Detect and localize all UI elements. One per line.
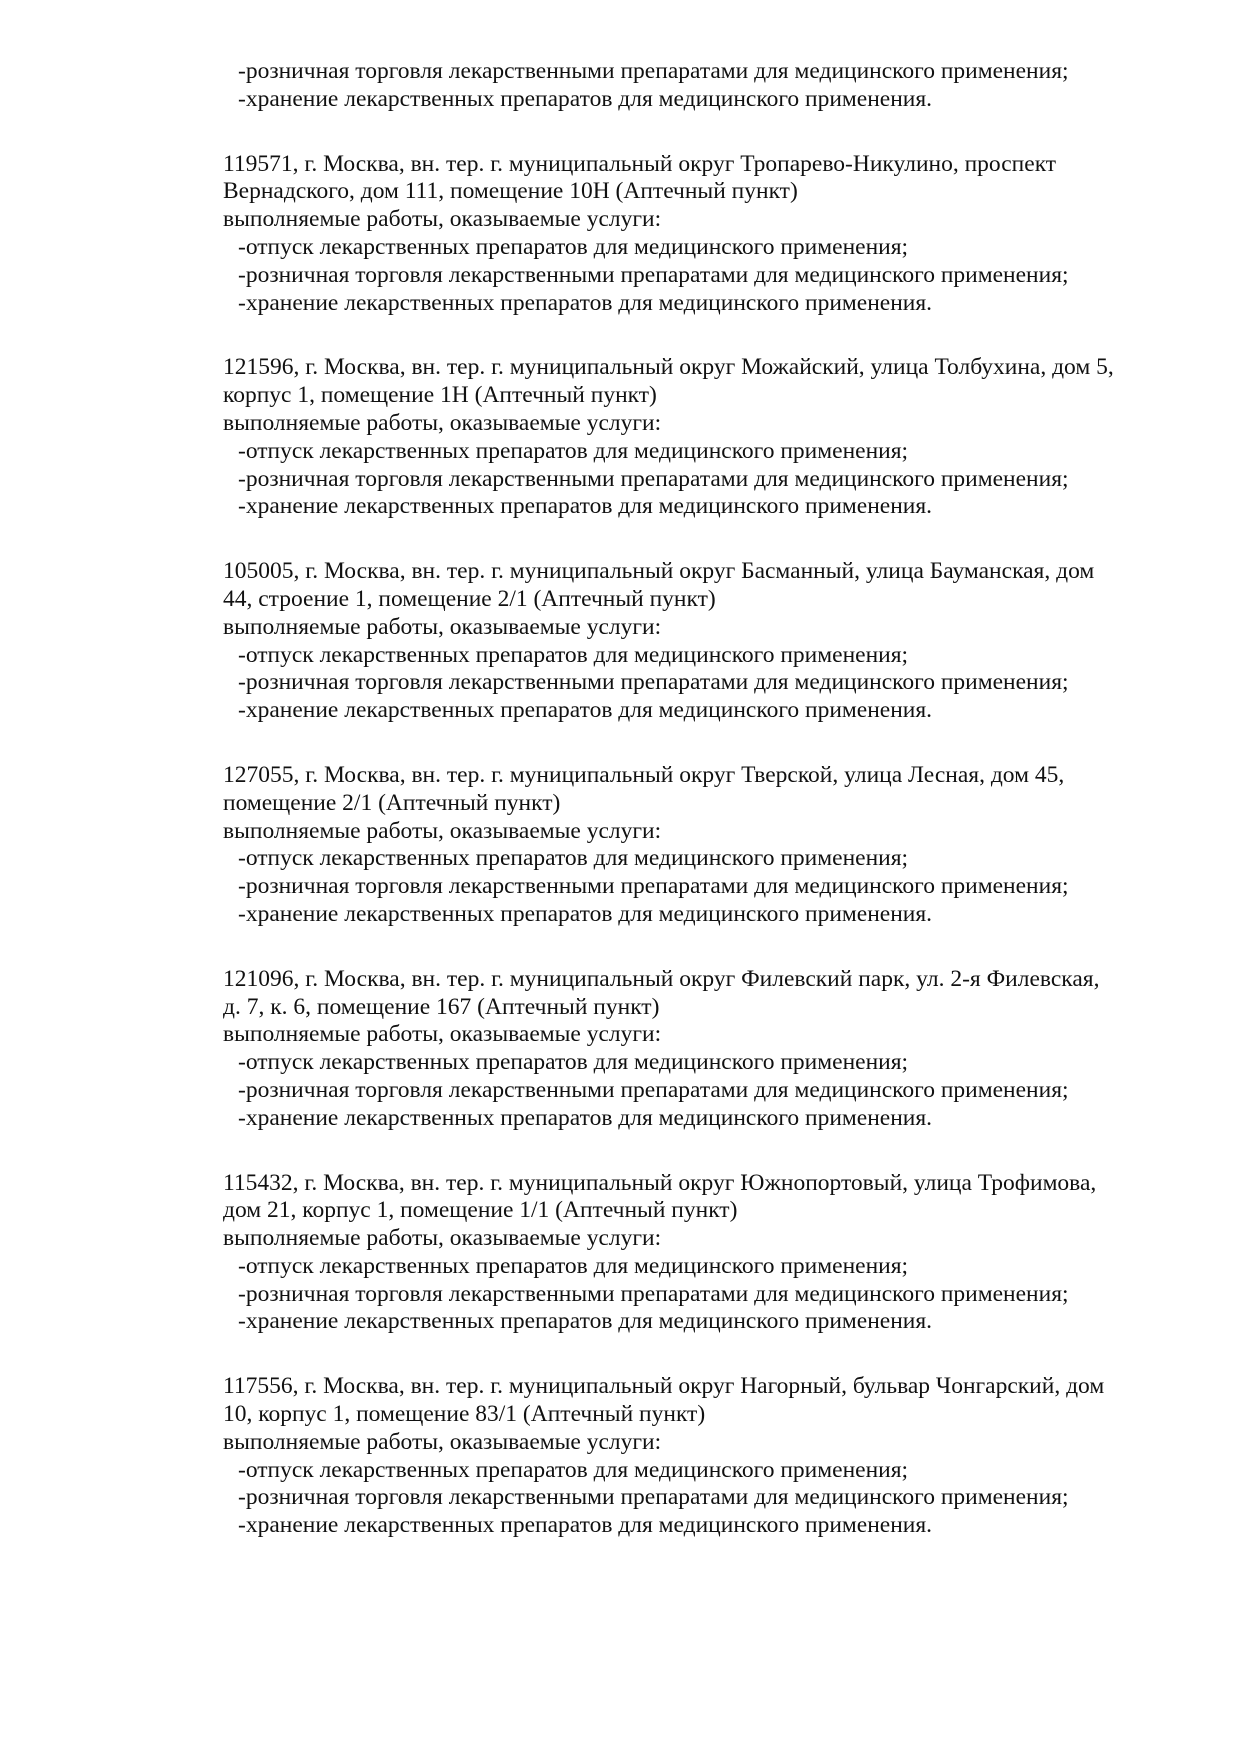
address-line: помещение 2/1 (Аптечный пункт) [223,789,561,816]
address-line: 119571, г. Москва, вн. тер. г. муниципальный округ Тропарево-Никулино, проспект [223,150,1057,177]
services-label: выполняемые работы, оказываемые услуги: [223,1428,662,1455]
service-item: -розничная торговля лекарственными препаратами для медицинского применения; [238,669,1069,696]
service-item: -отпуск лекарственных препаратов для медицинского применения; [238,845,909,872]
service-item: -розничная торговля лекарственными препаратами для медицинского применения; [238,261,1069,288]
address-line: 121096, г. Москва, вн. тер. г. муниципальный округ Филевский парк, ул. 2-я Филевская, [223,965,1100,992]
service-item: -отпуск лекарственных препаратов для медицинского применения; [238,437,909,464]
service-item: -розничная торговля лекарственными препаратами для медицинского применения; [238,873,1069,900]
service-item: -отпуск лекарственных препаратов для медицинского применения; [238,233,909,260]
service-item: -хранение лекарственных препаратов для медицинского применения. [238,85,933,112]
services-label: выполняемые работы, оказываемые услуги: [223,206,662,233]
services-label: выполняемые работы, оказываемые услуги: [223,613,662,640]
service-item: -хранение лекарственных препаратов для медицинского применения. [238,493,933,520]
service-item: -отпуск лекарственных препаратов для медицинского применения; [238,641,909,668]
address-line: 121596, г. Москва, вн. тер. г. муниципальный округ Можайский, улица Толбухина, дом 5, [223,354,1114,381]
pharmacy-entry [223,354,1213,521]
address-line: 115432, г. Москва, вн. тер. г. муниципальный округ Южнопортовый, улица Трофимова, [223,1169,1097,1196]
service-item: -хранение лекарственных препаратов для медицинского применения. [238,1512,933,1539]
address-line: Вернадского, дом 111, помещение 10Н (Аптечный пункт) [223,178,798,205]
service-item: -хранение лекарственных препаратов для медицинского применения. [238,697,933,724]
pharmacy-entry [223,1373,1213,1540]
address-line: корпус 1, помещение 1Н (Аптечный пункт) [223,382,657,409]
service-item: -отпуск лекарственных препаратов для медицинского применения; [238,1456,909,1483]
service-item: -отпуск лекарственных препаратов для медицинского применения; [238,1049,909,1076]
service-item: -хранение лекарственных препаратов для медицинского применения. [238,1308,933,1335]
pharmacy-entry [223,966,1213,1133]
service-item: -розничная торговля лекарственными препаратами для медицинского применения; [238,465,1069,492]
service-item: -отпуск лекарственных препаратов для медицинского применения; [238,1252,909,1279]
pharmacy-entry [223,1170,1213,1337]
address-line: д. 7, к. 6, помещение 167 (Аптечный пункт) [223,993,660,1020]
service-item: -хранение лекарственных препаратов для медицинского применения. [238,1104,933,1131]
address-line: 117556, г. Москва, вн. тер. г. муниципальный округ Нагорный, бульвар Чонгарский, дом [223,1373,1105,1400]
intro-services-block [223,58,1213,114]
service-item: -розничная торговля лекарственными препаратами для медицинского применения; [238,58,1069,84]
pharmacy-entry [223,558,1213,725]
service-item: -хранение лекарственных препаратов для медицинского применения. [238,900,933,927]
service-item: -розничная торговля лекарственными препаратами для медицинского применения; [238,1484,1069,1511]
address-line: дом 21, корпус 1, помещение 1/1 (Аптечный пункт) [223,1197,738,1224]
address-line: 44, строение 1, помещение 2/1 (Аптечный пункт) [223,585,716,612]
services-label: выполняемые работы, оказываемые услуги: [223,817,662,844]
document-page [223,58,1213,1577]
address-line: 10, корпус 1, помещение 83/1 (Аптечный пункт) [223,1401,706,1428]
services-label: выполняемые работы, оказываемые услуги: [223,1021,662,1048]
address-line: 127055, г. Москва, вн. тер. г. муниципальный округ Тверской, улица Лесная, дом 45, [223,761,1065,788]
address-line: 105005, г. Москва, вн. тер. г. муниципальный округ Басманный, улица Бауманская, дом [223,558,1095,585]
services-label: выполняемые работы, оказываемые услуги: [223,1225,662,1252]
pharmacy-entry [223,151,1213,318]
pharmacy-entry [223,762,1213,929]
service-item: -розничная торговля лекарственными препаратами для медицинского применения; [238,1076,1069,1103]
service-item: -розничная торговля лекарственными препаратами для медицинского применения; [238,1280,1069,1307]
services-label: выполняемые работы, оказываемые услуги: [223,409,662,436]
service-item: -хранение лекарственных препаратов для медицинского применения. [238,289,933,316]
